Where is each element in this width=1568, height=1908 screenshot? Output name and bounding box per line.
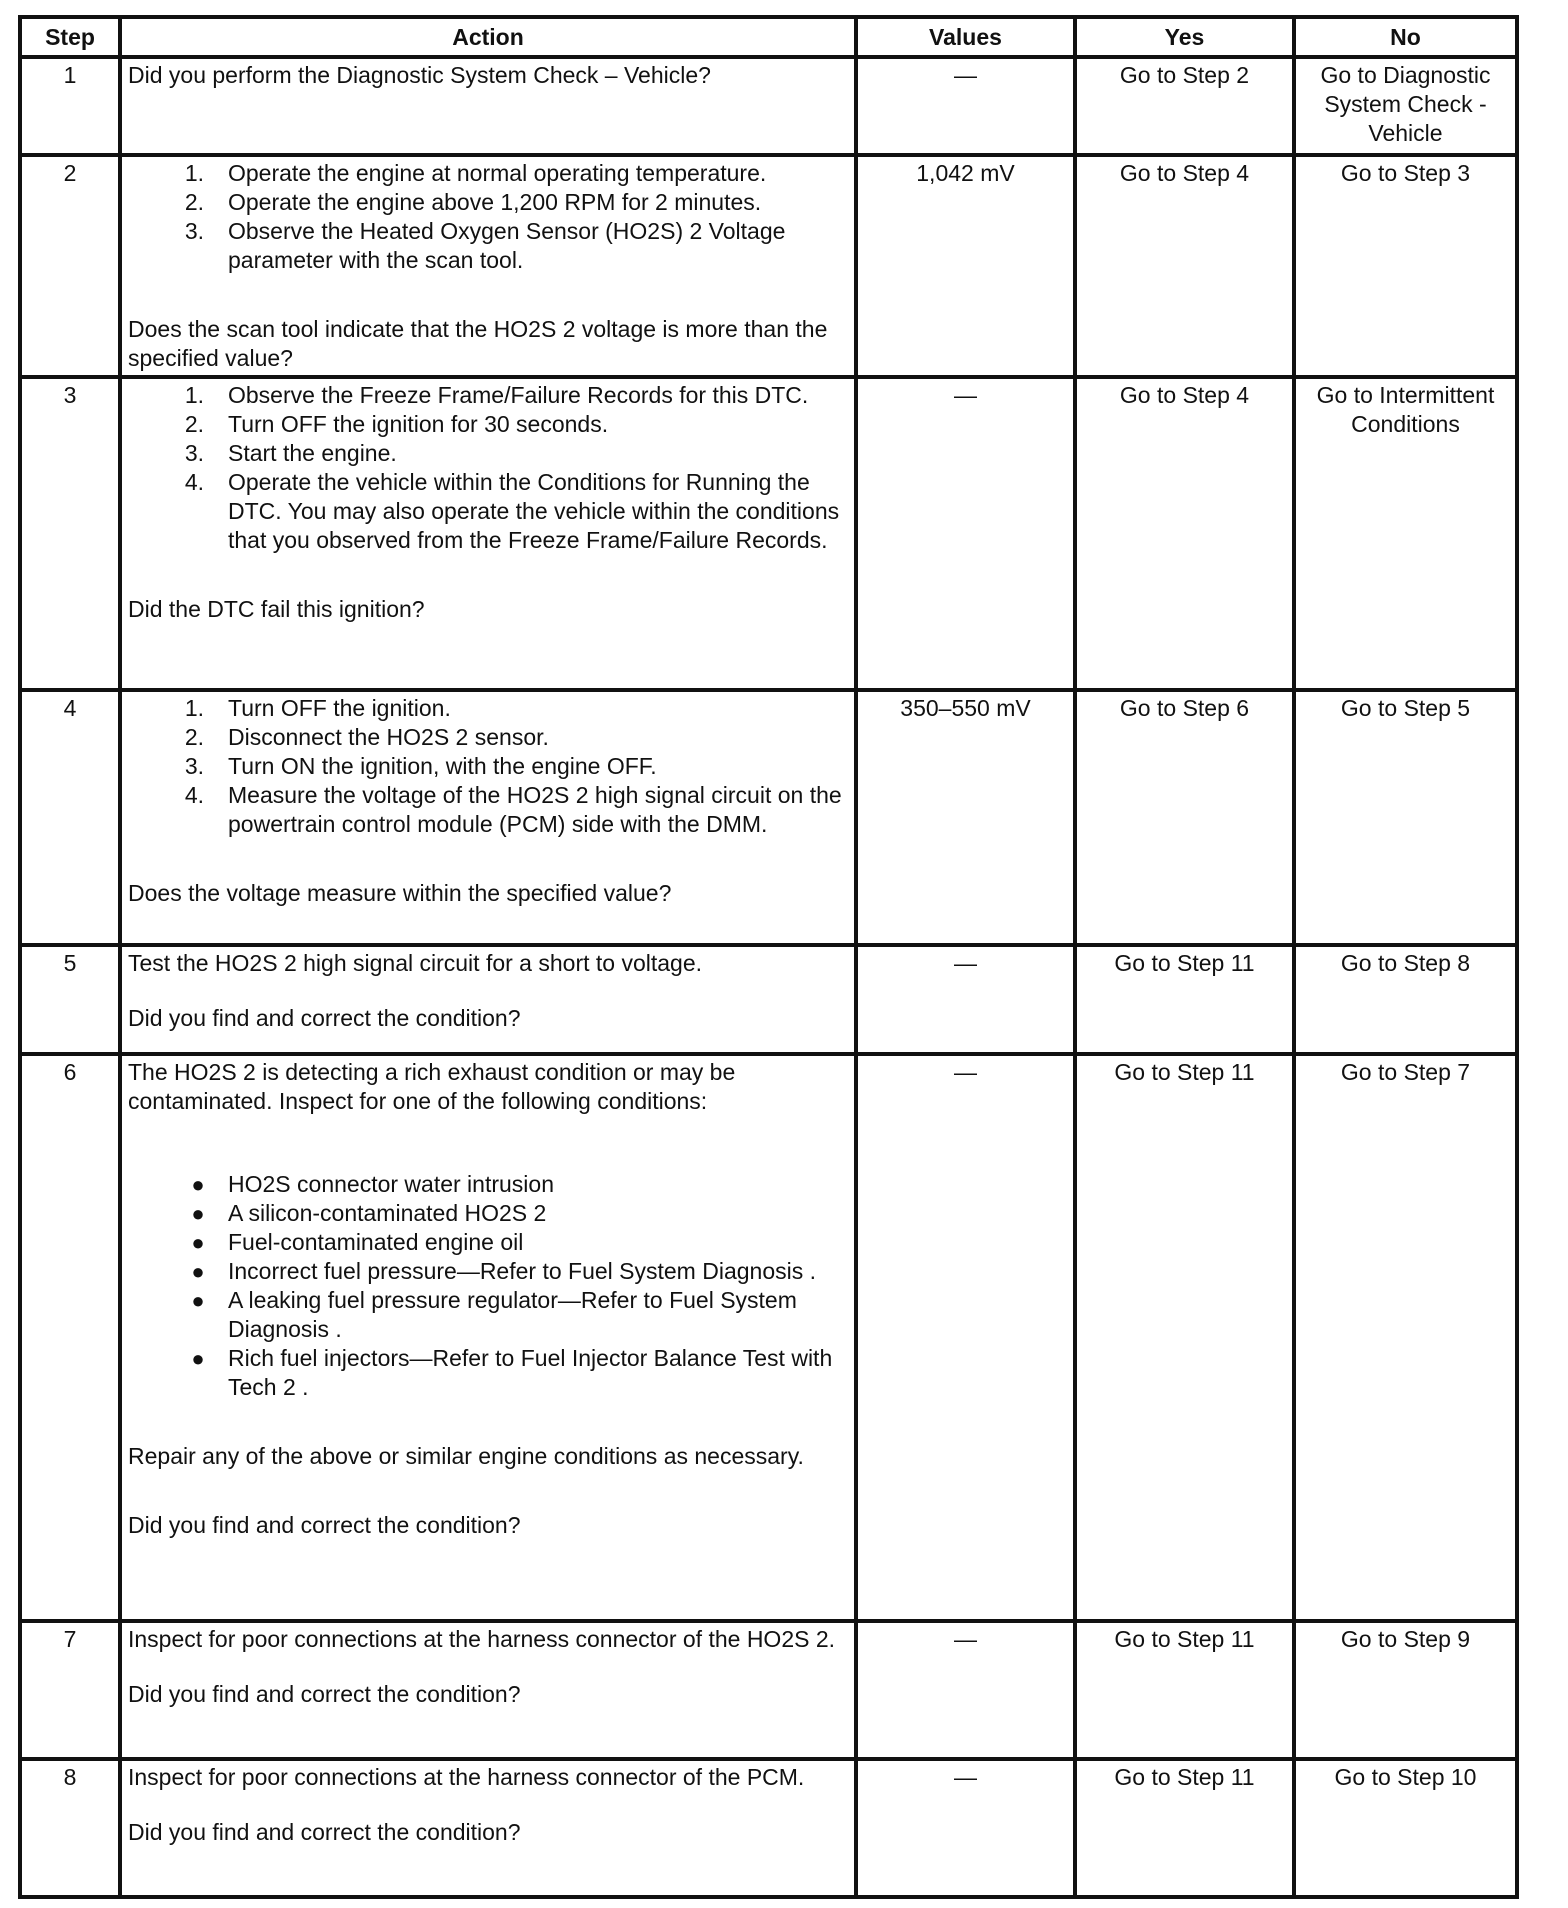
action-cell <box>120 1621 856 1759</box>
value-cell: — <box>856 945 1075 1054</box>
step-number: 2 <box>20 155 120 377</box>
step-number: 6 <box>20 1054 120 1621</box>
list-item: 4. Operate the vehicle within the Conditions for Running the DTC. You may also operate the vehicle within the conditions that you observed from the Freeze Frame/Failure Records. <box>184 469 840 553</box>
value-cell: 350–550 mV <box>856 690 1075 945</box>
no-cell: Go to Step 7 <box>1294 1054 1517 1621</box>
question-text: Did you find and correct the condition? <box>128 1819 521 1845</box>
no-cell: Go to Step 5 <box>1294 690 1517 945</box>
step-number: 8 <box>20 1759 120 1897</box>
diagnostic-table <box>18 15 1519 1899</box>
yes-cell: Go to Step 11 <box>1075 1759 1294 1897</box>
header-yes: Yes <box>1075 17 1294 57</box>
value-cell: — <box>856 1759 1075 1897</box>
list-item: ● HO2S connector water intrusion <box>191 1171 554 1197</box>
header-values: Values <box>856 17 1075 57</box>
table-row <box>20 690 1517 945</box>
list-item: ● A leaking fuel pressure regulator—Refer to Fuel System Diagnosis . <box>191 1287 797 1342</box>
table-row <box>20 1759 1517 1897</box>
list-item: 1. Observe the Freeze Frame/Failure Records for this DTC. <box>184 382 809 408</box>
list-item: 1. Turn OFF the ignition. <box>184 695 451 721</box>
yes-cell: Go to Step 4 <box>1075 377 1294 690</box>
step-number: 4 <box>20 690 120 945</box>
no-cell: Go to Step 8 <box>1294 945 1517 1054</box>
step-number: 1 <box>20 57 120 155</box>
value-cell: 1,042 mV <box>856 155 1075 377</box>
list-item: 4. Measure the voltage of the HO2S 2 high signal circuit on the powertrain control module (PCM) side with the DMM. <box>184 782 842 837</box>
repair-text: Repair any of the above or similar engine conditions as necessary. <box>128 1443 804 1469</box>
header-step: Step <box>20 17 120 57</box>
question-text: Did you find and correct the condition? <box>128 1681 521 1707</box>
yes-cell: Go to Step 4 <box>1075 155 1294 377</box>
action-text: The HO2S 2 is detecting a rich exhaust condition or may be contaminated. Inspect for one of the following conditions: <box>128 1059 736 1114</box>
table-row <box>20 945 1517 1054</box>
value-cell: — <box>856 57 1075 155</box>
step-number: 5 <box>20 945 120 1054</box>
value-cell: — <box>856 1621 1075 1759</box>
procedure-list <box>128 381 848 555</box>
list-item: ● Incorrect fuel pressure—Refer to Fuel System Diagnosis . <box>191 1258 817 1284</box>
yes-cell: Go to Step 11 <box>1075 1621 1294 1759</box>
no-cell: Go to Intermittent Conditions <box>1294 377 1517 690</box>
yes-cell: Go to Step 2 <box>1075 57 1294 155</box>
list-item: ● Rich fuel injectors—Refer to Fuel Injector Balance Test with Tech 2 . <box>191 1345 833 1400</box>
list-item: 2. Disconnect the HO2S 2 sensor. <box>184 724 549 750</box>
table-row <box>20 377 1517 690</box>
procedure-list <box>128 694 848 839</box>
action-text: Test the HO2S 2 high signal circuit for a short to voltage. <box>128 950 703 976</box>
action-text: Inspect for poor connections at the harness connector of the PCM. <box>128 1764 805 1790</box>
header-action: Action <box>120 17 856 57</box>
list-item: 3. Turn ON the ignition, with the engine OFF. <box>184 753 657 779</box>
action-cell <box>120 1054 856 1621</box>
procedure-list <box>128 159 848 275</box>
step-number: 7 <box>20 1621 120 1759</box>
header-no: No <box>1294 17 1517 57</box>
list-item: ● Fuel-contaminated engine oil <box>191 1229 524 1255</box>
question-text: Does the voltage measure within the specified value? <box>128 880 672 906</box>
question-text: Did you find and correct the condition? <box>128 1005 521 1031</box>
list-item: 3. Observe the Heated Oxygen Sensor (HO2S) 2 Voltage parameter with the scan tool. <box>184 218 786 273</box>
yes-cell: Go to Step 11 <box>1075 945 1294 1054</box>
action-text: Did you perform the Diagnostic System Check – Vehicle? <box>128 62 711 88</box>
table-row <box>20 1054 1517 1621</box>
yes-cell: Go to Step 11 <box>1075 1054 1294 1621</box>
table-row <box>20 1621 1517 1759</box>
question-text: Does the scan tool indicate that the HO2S 2 voltage is more than the specified value? <box>128 316 828 371</box>
list-item: ● A silicon-contaminated HO2S 2 <box>191 1200 547 1226</box>
no-cell: Go to Step 9 <box>1294 1621 1517 1759</box>
condition-list <box>128 1170 848 1402</box>
action-cell <box>120 945 856 1054</box>
action-cell <box>120 57 856 155</box>
no-cell: Go to Step 10 <box>1294 1759 1517 1897</box>
step-number: 3 <box>20 377 120 690</box>
value-cell: — <box>856 1054 1075 1621</box>
action-cell <box>120 155 856 377</box>
list-item: 3. Start the engine. <box>184 440 397 466</box>
action-text: Inspect for poor connections at the harness connector of the HO2S 2. <box>128 1626 836 1652</box>
no-cell: Go to Step 3 <box>1294 155 1517 377</box>
action-cell <box>120 690 856 945</box>
table-row <box>20 155 1517 377</box>
action-cell <box>120 1759 856 1897</box>
question-text: Did the DTC fail this ignition? <box>128 596 425 622</box>
value-cell: — <box>856 377 1075 690</box>
yes-cell: Go to Step 6 <box>1075 690 1294 945</box>
list-item: 1. Operate the engine at normal operating temperature. <box>184 160 767 186</box>
list-item: 2. Turn OFF the ignition for 30 seconds. <box>184 411 609 437</box>
action-cell <box>120 377 856 690</box>
table-row <box>20 57 1517 155</box>
question-text: Did you find and correct the condition? <box>128 1512 521 1538</box>
no-cell: Go to Diagnostic System Check - Vehicle <box>1294 57 1517 155</box>
header-row <box>20 17 1517 57</box>
list-item: 2. Operate the engine above 1,200 RPM for 2 minutes. <box>184 189 762 215</box>
